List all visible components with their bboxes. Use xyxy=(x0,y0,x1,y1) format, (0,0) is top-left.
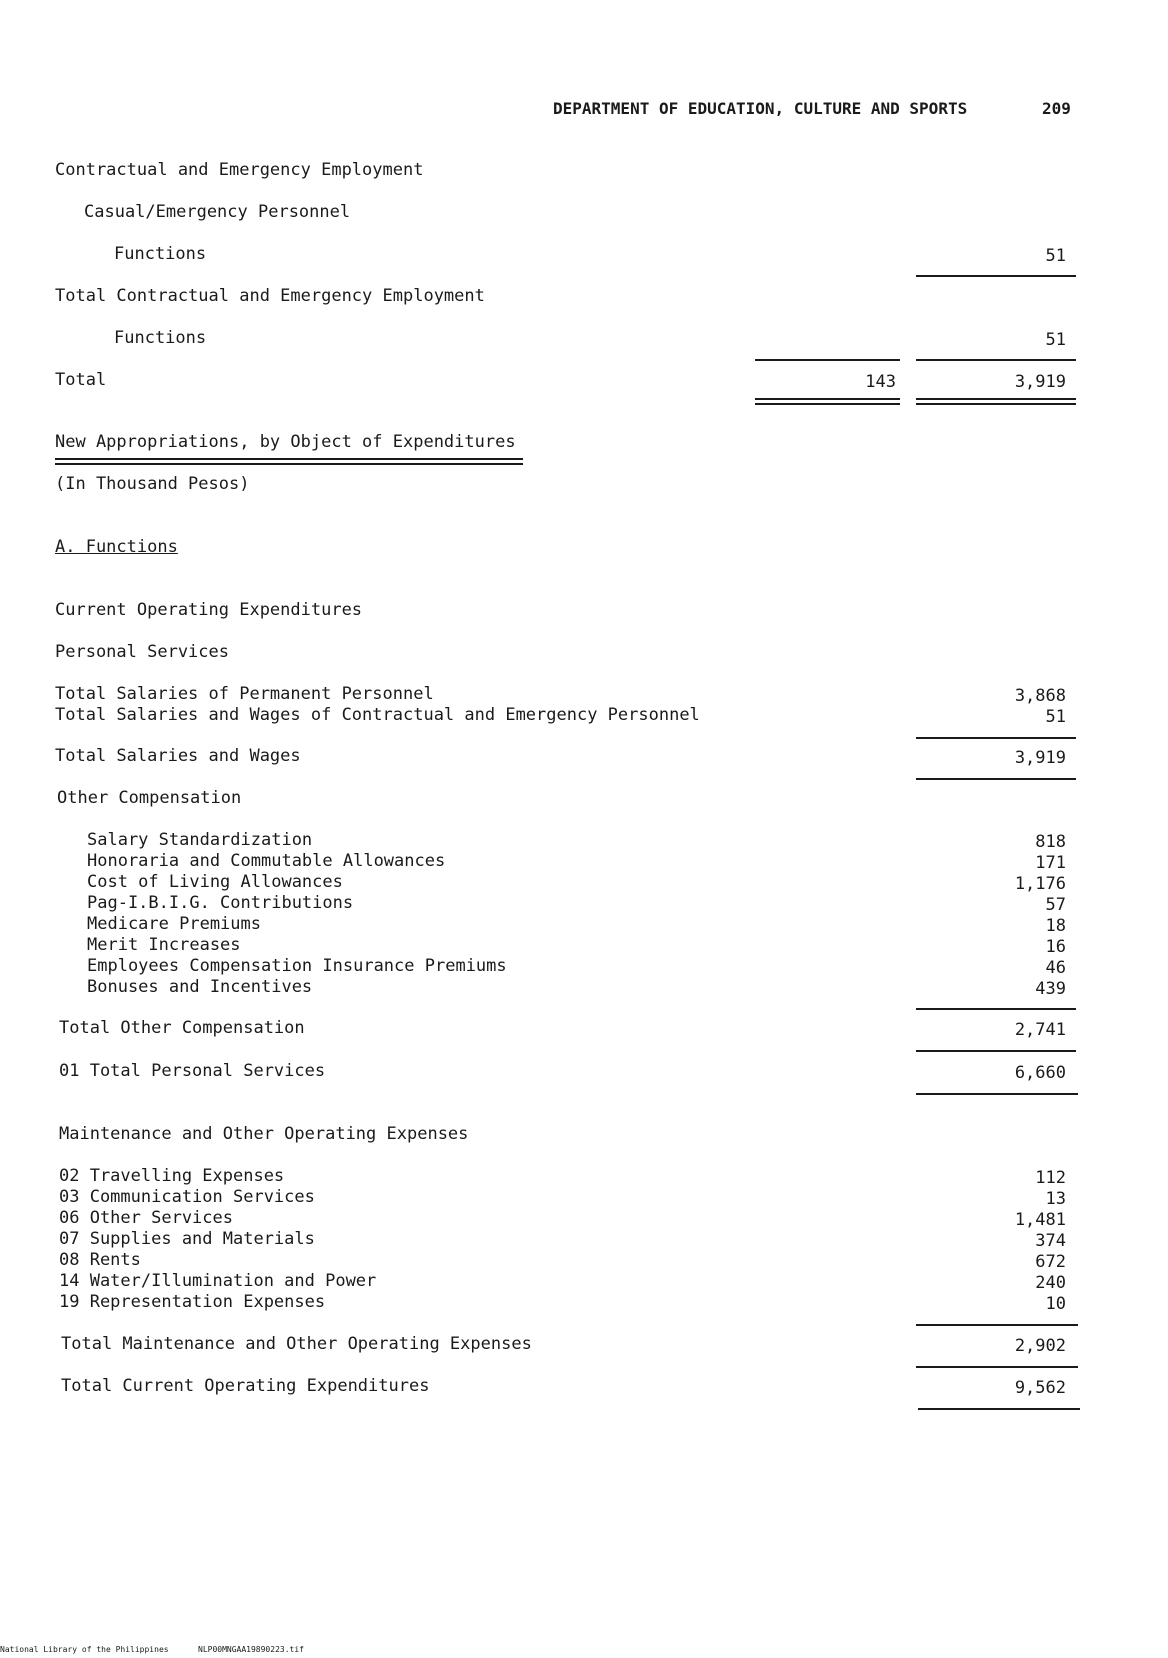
total-salaries-label: Total Salaries and Wages xyxy=(55,746,301,766)
total-functions-label: Functions xyxy=(114,328,207,348)
other-comp-row-label: Merit Increases xyxy=(87,935,241,955)
other-comp-row-label: Cost of Living Allowances xyxy=(87,872,343,892)
casual-subheading: Casual/Emergency Personnel xyxy=(84,202,351,222)
functions-label: Functions xyxy=(114,244,207,264)
rule xyxy=(916,1050,1076,1052)
total-coe-value: 9,562 xyxy=(1014,1378,1066,1398)
mooe-row-value: 112 xyxy=(1035,1168,1066,1188)
footer-library: National Library of the Philippines xyxy=(0,1645,169,1654)
total-functions-value: 51 xyxy=(1045,330,1066,350)
double-rule xyxy=(755,398,900,405)
total-mooe-label: Total Maintenance and Other Operating Expenses xyxy=(61,1334,532,1354)
total-contractual-label: Total Contractual and Emergency Employment xyxy=(55,286,485,306)
department-header: DEPARTMENT OF EDUCATION, CULTURE AND SPORTS xyxy=(553,99,968,118)
mooe-row-value: 10 xyxy=(1045,1294,1066,1314)
rule xyxy=(755,359,900,361)
rule xyxy=(916,1093,1078,1095)
other-comp-row-label: Pag-I.B.I.G. Contributions xyxy=(87,893,354,913)
other-comp-row-label: Medicare Premiums xyxy=(87,914,261,934)
total-coe-label: Total Current Operating Expenditures xyxy=(61,1376,430,1396)
grand-total-label: Total xyxy=(55,370,107,390)
total-salaries-value: 3,919 xyxy=(1014,748,1066,768)
rule xyxy=(916,1324,1078,1326)
salaries-row-value: 51 xyxy=(1045,707,1066,727)
section-functions: A. Functions xyxy=(55,537,178,557)
mooe-heading: Maintenance and Other Operating Expenses xyxy=(59,1124,469,1144)
rule xyxy=(916,778,1076,780)
other-comp-row-label: Bonuses and Incentives xyxy=(87,977,313,997)
mooe-row-label: 02 Travelling Expenses xyxy=(59,1166,285,1186)
other-compensation-heading: Other Compensation xyxy=(57,788,242,808)
total-mooe-value: 2,902 xyxy=(1014,1336,1066,1356)
contractual-heading: Contractual and Emergency Employment xyxy=(55,160,424,180)
other-comp-row-value: 18 xyxy=(1045,916,1066,936)
salaries-row-value: 3,868 xyxy=(1014,686,1066,706)
mooe-row-label: 03 Communication Services xyxy=(59,1187,315,1207)
page-number: 209 xyxy=(1042,99,1071,118)
mooe-row-value: 240 xyxy=(1035,1273,1066,1293)
other-comp-row-label: Salary Standardization xyxy=(87,830,313,850)
total-other-comp-label: Total Other Compensation xyxy=(59,1018,305,1038)
mooe-row-label: 06 Other Services xyxy=(59,1208,233,1228)
grand-total-value: 3,919 xyxy=(1014,372,1066,392)
other-comp-row-label: Employees Compensation Insurance Premiums xyxy=(87,956,507,976)
total-other-comp-value: 2,741 xyxy=(1014,1020,1066,1040)
other-comp-row-value: 1,176 xyxy=(1014,874,1066,894)
current-operating-heading: Current Operating Expenditures xyxy=(55,600,363,620)
other-comp-row-value: 818 xyxy=(1035,832,1066,852)
mooe-row-value: 1,481 xyxy=(1014,1210,1066,1230)
mooe-row-value: 374 xyxy=(1035,1231,1066,1251)
other-comp-row-value: 16 xyxy=(1045,937,1066,957)
mooe-row-label: 07 Supplies and Materials xyxy=(59,1229,315,1249)
new-appropriations-title: New Appropriations, by Object of Expenditures xyxy=(55,432,516,452)
mooe-row-value: 672 xyxy=(1035,1252,1066,1272)
other-comp-row-value: 46 xyxy=(1045,958,1066,978)
mooe-row-value: 13 xyxy=(1045,1189,1066,1209)
double-rule xyxy=(916,398,1076,405)
footer-file: NLP00MNGAA19890223.tif xyxy=(198,1645,304,1654)
mooe-row-label: 14 Water/Illumination and Power xyxy=(59,1271,377,1291)
total-personal-services-label: 01 Total Personal Services xyxy=(59,1061,326,1081)
rule xyxy=(916,1366,1078,1368)
other-comp-row-value: 171 xyxy=(1035,853,1066,873)
other-comp-row-value: 439 xyxy=(1035,979,1066,999)
other-comp-row-label: Honoraria and Commutable Allowances xyxy=(87,851,446,871)
rule xyxy=(916,1008,1076,1010)
salaries-row-label: Total Salaries and Wages of Contractual and Emergency Personnel xyxy=(55,705,700,725)
other-comp-row-value: 57 xyxy=(1045,895,1066,915)
functions-value: 51 xyxy=(1045,246,1066,266)
mooe-row-label: 19 Representation Expenses xyxy=(59,1292,326,1312)
salaries-row-label: Total Salaries of Permanent Personnel xyxy=(55,684,434,704)
unit-label: (In Thousand Pesos) xyxy=(55,474,250,494)
mooe-row-label: 08 Rents xyxy=(59,1250,141,1270)
title-double-rule xyxy=(55,458,523,465)
rule xyxy=(916,275,1076,277)
rule xyxy=(916,359,1076,361)
grand-total-count: 143 xyxy=(865,372,896,392)
total-personal-services-value: 6,660 xyxy=(1014,1063,1066,1083)
personal-services-heading: Personal Services xyxy=(55,642,229,662)
rule xyxy=(918,1408,1080,1410)
rule xyxy=(916,737,1076,739)
